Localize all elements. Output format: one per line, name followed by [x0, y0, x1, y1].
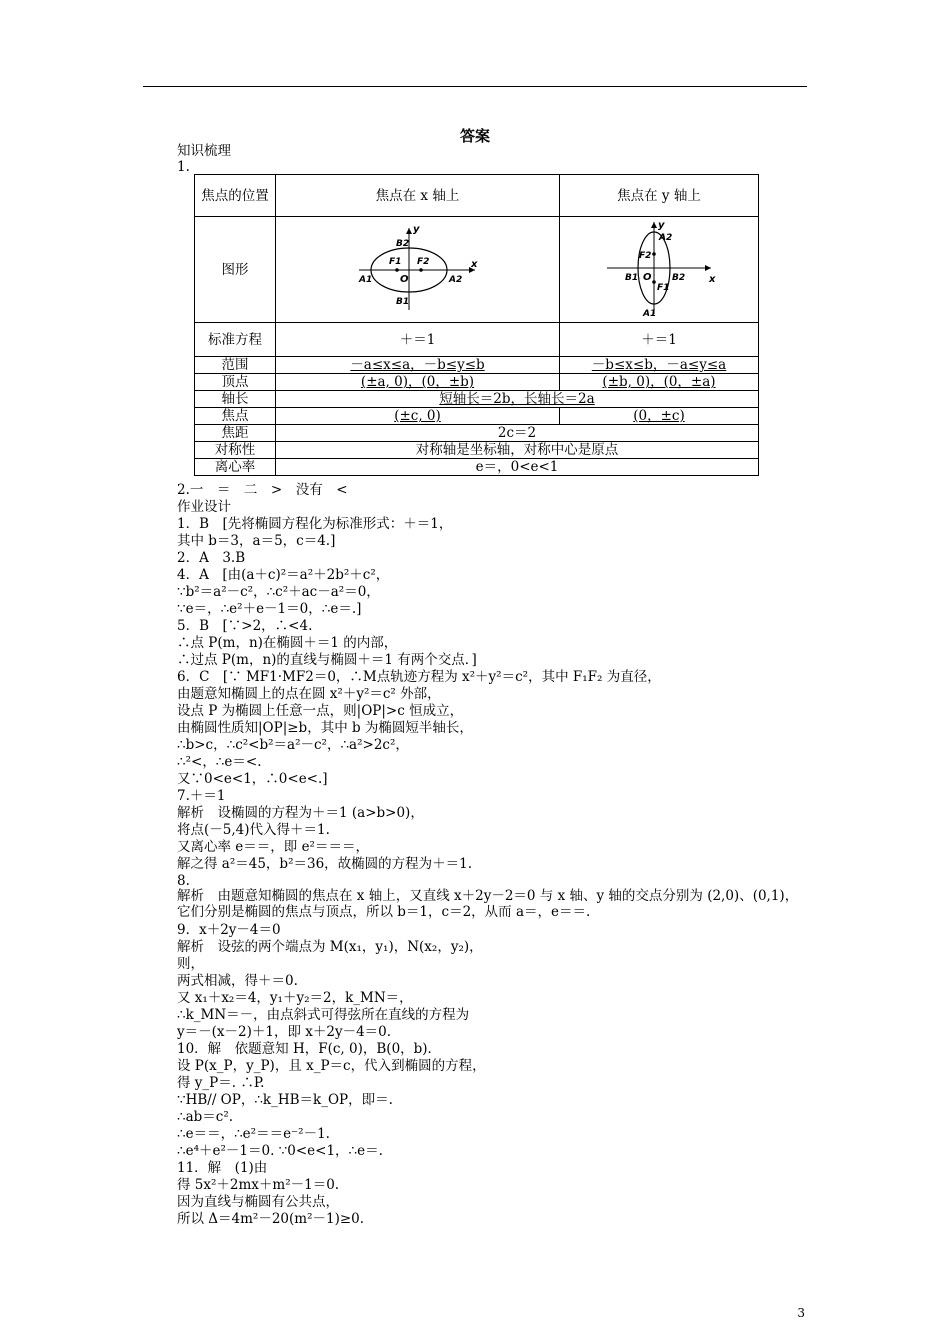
figure-y-ellipse — [560, 217, 759, 323]
svg-text:F1: F1 — [657, 282, 670, 293]
ellipse-properties-table — [194, 174, 759, 476]
svg-text:B1: B1 — [395, 296, 409, 307]
text-line: 8. — [177, 873, 190, 889]
text-line: 由椭圆性质知|OP|≥b，其中 b 为椭圆短半轴长， — [177, 720, 473, 736]
text-line: 解析 设弦的两个端点为 M(x₁，y₁)，N(x₂，y₂)， — [177, 939, 483, 955]
vertical-ellipse-figure — [599, 218, 719, 318]
figure-x-ellipse — [276, 217, 560, 323]
text-line: ∴e⁴＋e²－1＝0. ∵0<e<1，∴e＝. — [177, 1143, 383, 1159]
text-line: ∵b²＝a²－c²，∴c²＋ac－a²＝0， — [177, 584, 380, 600]
cell-y: ＋＝1 — [560, 323, 759, 357]
text-line: 7.＋＝1 — [177, 788, 226, 804]
cell-both: 短轴长＝2b，长轴长＝2a — [276, 391, 759, 408]
text-line: 其中 b＝3，a＝5，c＝4.] — [177, 533, 336, 549]
text-line: ∵HB// OP，∴k_HB＝k_OP，即＝. — [177, 1092, 393, 1108]
cell-x: (±a, 0)，(0，±b) — [276, 374, 560, 391]
text-line: 2．A 3.B — [177, 550, 246, 566]
text-line: ∴b>c，∴c²<b²＝a²－c²，∴a²>2c²， — [177, 737, 409, 753]
cell-y: －b≤x≤b，－a≤y≤a — [560, 357, 759, 374]
table-row — [195, 408, 759, 425]
text-line: ∴k_MN＝－，由点斜式可得弦所在直线的方程为 — [177, 1007, 470, 1023]
svg-text:O: O — [399, 273, 409, 285]
horizontal-ellipse-figure — [353, 222, 483, 314]
text-line: 解之得 a²＝45，b²＝36，故椭圆的方程为＋＝1. — [177, 856, 473, 872]
table-row — [195, 442, 759, 459]
table-row — [195, 459, 759, 476]
text-line: 由题意知椭圆上的点在圆 x²＋y²＝c² 外部， — [177, 686, 441, 702]
text-line: 得 y_P＝. ∴P. — [177, 1075, 265, 1091]
text-line: 所以 Δ＝4m²－20(m²－1)≥0. — [177, 1211, 365, 1227]
svg-text:F1: F1 — [388, 256, 401, 267]
text-line: 又离心率 e＝＝，即 e²＝＝＝， — [177, 839, 369, 855]
row-label: 焦点 — [195, 408, 276, 425]
table-row — [195, 425, 759, 442]
svg-text:x: x — [470, 258, 477, 270]
text-line: 两式相减，得＋＝0. — [177, 973, 298, 989]
text-line: 又 x₁＋x₂＝4，y₁＋y₂＝2，k_MN＝， — [177, 990, 413, 1006]
text-line: 1．B [先将椭圆方程化为标准形式：＋＝1， — [177, 516, 453, 532]
table-row — [195, 217, 759, 323]
svg-text:F2: F2 — [416, 256, 429, 267]
cell-both: 2c＝2 — [276, 425, 759, 442]
text-line: 4．A [由(a＋c)²＝a²＋2b²＋c²， — [177, 567, 390, 583]
table-row — [195, 357, 759, 374]
text-line: 6．C [∵ MF1·MF2＝0，∴M点轨迹方程为 x²＋y²＝c²，其中 F₁F₂ 为直径， — [177, 669, 661, 685]
header-cell-y-axis: 焦点在 y 轴上 — [560, 175, 759, 217]
header-cell-x-axis: 焦点在 x 轴上 — [276, 175, 560, 217]
cell-x: ＋＝1 — [276, 323, 560, 357]
text-line: ∴²<，∴e＝<. — [177, 754, 262, 770]
table-header-row — [195, 175, 759, 217]
svg-text:A2: A2 — [448, 274, 462, 285]
cell-y: (0，±c) — [560, 408, 759, 425]
section-heading: 知识梳理 — [177, 143, 231, 159]
table-row — [195, 391, 759, 408]
page-number: 3 — [797, 1306, 805, 1320]
row-label: 焦距 — [195, 425, 276, 442]
svg-text:B2: B2 — [395, 238, 409, 249]
svg-text:A2: A2 — [659, 232, 673, 243]
text-line: 5．B [∵>2，∴<4. — [177, 618, 313, 634]
section-heading: 作业设计 — [177, 499, 231, 515]
text-line: ∴ab＝c². — [177, 1109, 234, 1125]
text-line: 又∵0<e<1，∴0<e<.] — [177, 771, 328, 787]
text-line: 设 P(x_P，y_P)，且 x_P＝c，代入到椭圆的方程， — [177, 1058, 486, 1074]
text-line: ∵e＝，∴e²＋e－1＝0，∴e＝.] — [177, 601, 362, 617]
row-label: 对称性 — [195, 442, 276, 459]
table-row — [195, 374, 759, 391]
text-line: 11．解 (1)由 — [177, 1160, 268, 1176]
text-line: 得 5x²＋2mx＋m²－1＝0. — [177, 1177, 340, 1193]
row-label: 轴长 — [195, 391, 276, 408]
table-row — [195, 323, 759, 357]
text-line: 9．x＋2y－4＝0 — [177, 922, 281, 938]
text-line: 2.一 ＝ 二 > 没有 < — [177, 482, 348, 498]
text-line: ∴点 P(m，n)在椭圆＋＝1 的内部， — [177, 635, 398, 651]
text-line: 设点 P 为椭圆上任意一点，则|OP|>c 恒成立， — [177, 703, 464, 719]
item-number: 1. — [177, 159, 190, 175]
row-label: 图形 — [195, 217, 276, 323]
text-line: y＝－(x－2)＋1，即 x＋2y－4＝0. — [177, 1024, 392, 1040]
svg-text:B1: B1 — [625, 272, 639, 283]
svg-text:B2: B2 — [672, 272, 686, 283]
svg-text:A1: A1 — [643, 308, 657, 318]
svg-text:x: x — [709, 273, 716, 285]
svg-text:O: O — [643, 271, 652, 283]
cell-x: (±c, 0) — [276, 408, 560, 425]
cell-both: 对称轴是坐标轴，对称中心是原点 — [276, 442, 759, 459]
cell-both: e＝，0<e<1 — [276, 459, 759, 476]
page-title: 答案 — [459, 127, 490, 145]
row-label: 顶点 — [195, 374, 276, 391]
svg-text:F2: F2 — [639, 250, 652, 261]
row-label: 标准方程 — [195, 323, 276, 357]
header-rule — [143, 86, 807, 87]
text-line: 则， — [177, 956, 204, 972]
svg-text:y: y — [658, 219, 665, 231]
row-label: 离心率 — [195, 459, 276, 476]
text-line: 10．解 依题意知 H，F(c, 0)，B(0，b)． — [177, 1041, 442, 1057]
row-label: 范围 — [195, 357, 276, 374]
cell-x: －a≤x≤a，－b≤y≤b — [276, 357, 560, 374]
header-cell-position: 焦点的位置 — [195, 175, 276, 217]
text-line: 解析 设椭圆的方程为＋＝1 (a>b>0)， — [177, 805, 424, 821]
text-paragraph: 解析 由题意知椭圆的焦点在 x 轴上，又直线 x＋2y－2＝0 与 x 轴、y 轴的交点分别为 (2,0)、(0,1)，它们分别是椭圆的焦点与顶点，所以 b＝1，c＝2，从而 a＝，e＝＝. — [177, 888, 799, 920]
cell-y: (±b, 0)，(0，±a) — [560, 374, 759, 391]
text-line: ∴过点 P(m，n)的直线与椭圆＋＝1 有两个交点．] — [177, 652, 477, 668]
text-line: ∴e＝＝，∴e²＝＝e⁻²－1. — [177, 1126, 330, 1142]
svg-text:y: y — [412, 223, 420, 235]
text-line: 因为直线与椭圆有公共点， — [177, 1194, 339, 1210]
text-line: 将点(－5,4)代入得＋＝1. — [177, 822, 330, 838]
svg-text:A1: A1 — [358, 274, 372, 285]
